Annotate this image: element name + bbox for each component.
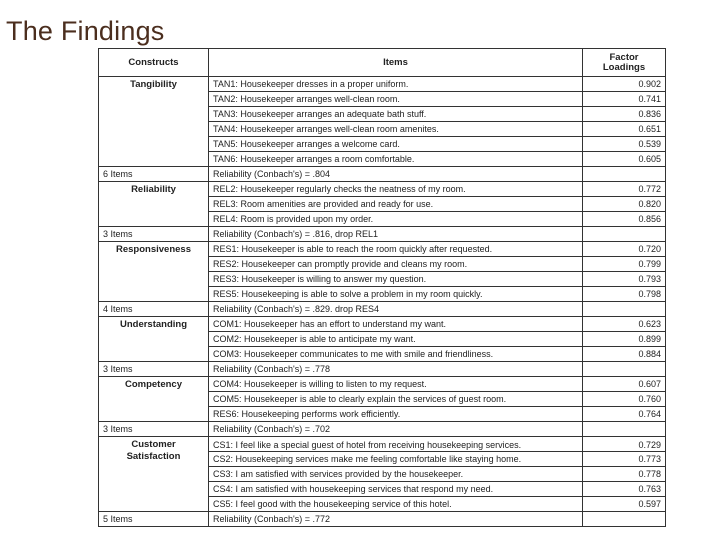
reliability-row [99,227,666,242]
item-text: TAN6: Housekeeper arranges a room comfortable. [209,152,583,167]
reliability-value: Reliability (Conbach's) = .816, drop REL1 [209,227,583,242]
construct-name: Responsiveness [116,244,191,255]
table-row [99,182,666,197]
header-loadings-line1: Factor [609,51,639,63]
factor-loading: 0.623 [583,317,666,332]
factor-loading: 0.836 [583,107,666,122]
factor-loading: 0.651 [583,122,666,137]
factor-loading: 0.793 [583,272,666,287]
table-row [99,317,666,332]
construct-name: Reliability [131,184,176,195]
factor-loadings-table [98,48,666,527]
item-text: RES3: Housekeeper is willing to answer my question. [209,272,583,287]
item-text: RES5: Housekeeping is able to solve a problem in my room quickly. [209,287,583,302]
header-items: Items [209,49,583,77]
item-text: CS5: I feel good with the housekeeping service of this hotel. [209,497,583,512]
construct-name: Customer [131,439,176,450]
construct-cell [99,377,209,422]
table-row [99,377,666,392]
reliability-value: Reliability (Conbach's) = .702 [209,422,583,437]
header-factor-loadings [583,49,666,77]
table-row [99,77,666,92]
factor-loading: 0.605 [583,152,666,167]
factor-loading: 0.773 [583,452,666,467]
factor-loading: 0.772 [583,182,666,197]
reliability-value: Reliability (Conbach's) = .778 [209,362,583,377]
item-text: RES6: Housekeeping performs work efficiently. [209,407,583,422]
empty-cell [583,302,666,317]
empty-cell [583,362,666,377]
factor-loading: 0.899 [583,332,666,347]
reliability-row [99,512,666,527]
table-row [99,242,666,257]
factor-loading: 0.884 [583,347,666,362]
item-text: TAN5: Housekeeper arranges a welcome card. [209,137,583,152]
construct-name: Tangibility [130,79,177,90]
header-loadings-line2: Loadings [602,61,646,73]
item-text: CS2: Housekeeping services make me feeling comfortable like staying home. [209,452,583,467]
header-constructs: Constructs [99,49,209,77]
empty-cell [583,167,666,182]
factor-loading: 0.902 [583,77,666,92]
factor-loading: 0.607 [583,377,666,392]
item-text: REL4: Room is provided upon my order. [209,212,583,227]
factor-loading: 0.597 [583,497,666,512]
item-text: RES1: Housekeeper is able to reach the room quickly after requested. [209,242,583,257]
reliability-value: Reliability (Conbach's) = .772 [209,512,583,527]
construct-name: Understanding [119,319,188,330]
item-text: TAN4: Housekeeper arranges well-clean room amenites. [209,122,583,137]
factor-loading: 0.799 [583,257,666,272]
construct-cell [99,242,209,302]
construct-cell [99,77,209,167]
construct-name: Satisfaction [126,451,181,462]
reliability-value: Reliability (Conbach's) = .829. drop RES4 [209,302,583,317]
item-text: CS1: I feel like a special guest of hotel from receiving housekeeping services. [209,437,583,452]
factor-loading: 0.763 [583,482,666,497]
construct-name: Competency [124,379,182,390]
empty-cell [583,512,666,527]
reliability-row [99,422,666,437]
item-text: COM1: Housekeeper has an effort to understand my want. [209,317,583,332]
factor-loading: 0.760 [583,392,666,407]
item-text: COM2: Housekeeper is able to anticipate my want. [209,332,583,347]
item-text: TAN1: Housekeeper dresses in a proper uniform. [209,77,583,92]
construct-cell [99,182,209,227]
construct-cell [99,317,209,362]
item-text: COM3: Housekeeper communicates to me with smile and friendliness. [209,347,583,362]
factor-loading: 0.764 [583,407,666,422]
construct-cell [99,437,209,512]
slide-title: The Findings [6,16,165,46]
factor-loading: 0.539 [583,137,666,152]
reliability-value: Reliability (Conbach's) = .804 [209,167,583,182]
table-header-row [99,49,666,77]
item-text: CS3: I am satisfied with services provided by the housekeeper. [209,467,583,482]
reliability-row [99,362,666,377]
factor-loading: 0.778 [583,467,666,482]
item-text: COM4: Housekeeper is willing to listen to my request. [209,377,583,392]
item-text: REL2: Housekeeper regularly checks the neatness of my room. [209,182,583,197]
item-count: 3 Items [99,422,209,437]
item-text: RES2: Housekeeper can promptly provide and cleans my room. [209,257,583,272]
table-row [99,437,666,452]
item-count: 4 Items [99,302,209,317]
item-text: TAN3: Housekeeper arranges an adequate bath stuff. [209,107,583,122]
item-text: REL3: Room amenities are provided and ready for use. [209,197,583,212]
factor-loading: 0.798 [583,287,666,302]
factor-loading: 0.741 [583,92,666,107]
reliability-row [99,167,666,182]
factor-loading: 0.729 [583,437,666,452]
item-count: 5 Items [99,512,209,527]
factor-loading: 0.820 [583,197,666,212]
empty-cell [583,227,666,242]
factor-loading: 0.720 [583,242,666,257]
item-text: TAN2: Housekeeper arranges well-clean room. [209,92,583,107]
item-count: 3 Items [99,362,209,377]
reliability-row [99,302,666,317]
item-text: COM5: Housekeeper is able to clearly explain the services of guest room. [209,392,583,407]
factor-loading: 0.856 [583,212,666,227]
item-count: 3 Items [99,227,209,242]
item-count: 6 Items [99,167,209,182]
item-text: CS4: I am satisfied with housekeeping services that respond my need. [209,482,583,497]
empty-cell [583,422,666,437]
